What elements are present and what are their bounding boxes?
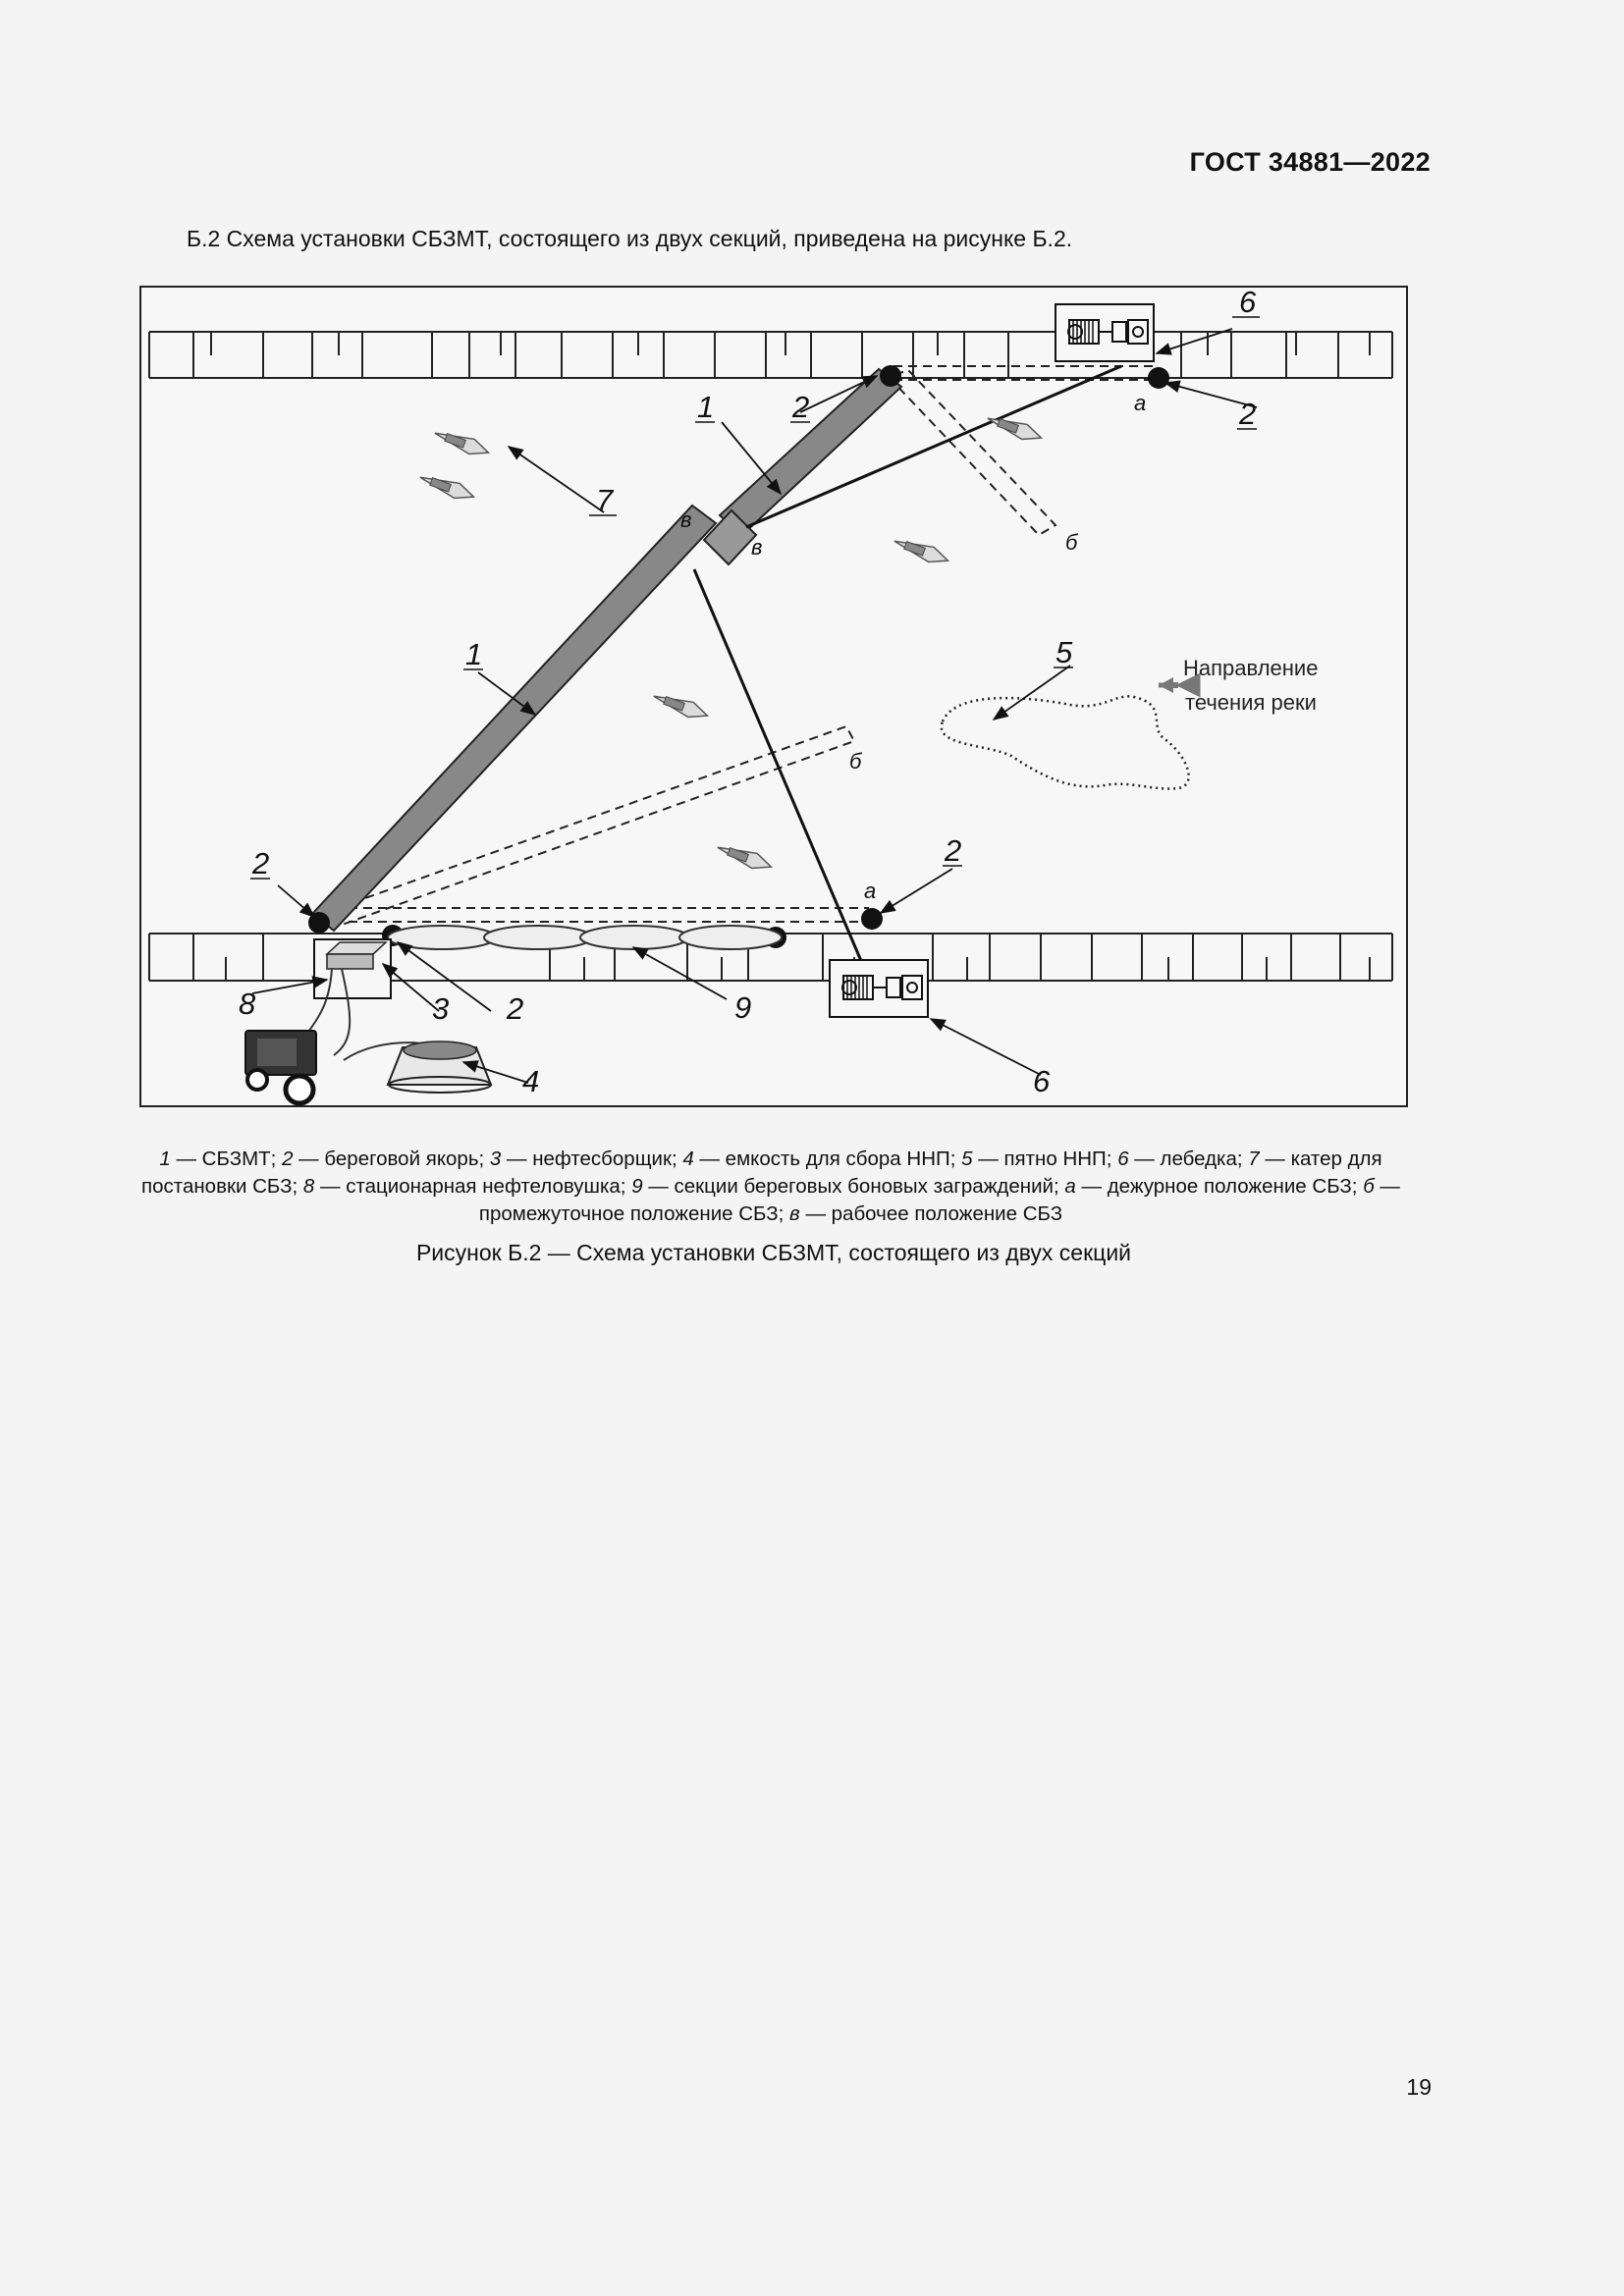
figure-legend: [108, 1146, 1434, 1228]
document-standard-number: ГОСТ 34881—2022: [1189, 147, 1431, 177]
label-7: 7: [596, 483, 614, 517]
flow-direction-label-line2: течения реки: [1185, 690, 1317, 715]
legend-text: — СБЗМТ;: [170, 1148, 283, 1170]
page-number: 19: [1406, 2074, 1432, 2100]
legend-key: 3: [489, 1148, 502, 1170]
legend-key: 8: [302, 1175, 315, 1198]
legend-text: — промежуточное положение СБЗ;: [478, 1175, 1400, 1225]
legend-key: 5: [961, 1148, 973, 1170]
legend-key: 9: [631, 1175, 643, 1198]
label-6-bottom: 6: [1033, 1064, 1051, 1098]
label-5: 5: [1056, 635, 1073, 669]
legend-key: 2: [282, 1148, 294, 1170]
legend-key: 6: [1117, 1148, 1129, 1170]
label-1-upper: 1: [697, 390, 715, 424]
label-v-left: в: [680, 507, 692, 532]
label-b-top: б: [1065, 530, 1078, 555]
label-v-right: в: [751, 535, 763, 560]
label-2-top-left: 2: [792, 390, 810, 424]
winch-top: [1056, 304, 1154, 361]
label-6-top: 6: [1239, 285, 1257, 319]
label-2-bottom-mid: 2: [507, 991, 524, 1026]
legend-text: — береговой якорь;: [293, 1148, 490, 1170]
label-b-bottom: б: [849, 749, 862, 774]
oil-container-icon: [388, 1041, 491, 1093]
label-3: 3: [432, 991, 450, 1026]
legend-text: — емкость для сбора ННП;: [693, 1148, 962, 1170]
flow-direction-label-line1: Направление: [1183, 656, 1319, 680]
legend-text: — стационарная нефтеловушка;: [314, 1175, 632, 1198]
label-4: 4: [522, 1064, 540, 1098]
figure-caption: Рисунок Б.2 — Схема установки СБЗМТ, состоящего из двух секций: [415, 1240, 1132, 1265]
legend-key: 7: [1248, 1148, 1260, 1170]
legend-text: — катер для постановки СБЗ;: [141, 1148, 1382, 1198]
legend-text: — рабочее положение СБЗ: [799, 1202, 1063, 1225]
legend-text: — лебедка;: [1128, 1148, 1249, 1170]
legend-text: — дежурное положение СБЗ;: [1075, 1175, 1364, 1198]
winch-bottom: [830, 960, 928, 1017]
label-2-bottom-right: 2: [945, 833, 962, 868]
label-2-top-right: 2: [1239, 397, 1257, 431]
label-2-bottom-left: 2: [252, 846, 270, 881]
intro-paragraph: Б.2 Схема установки СБЗМТ, состоящего из двух секций, приведена на рисунке Б.2.: [187, 226, 1073, 251]
legend-key: а: [1064, 1175, 1076, 1198]
legend-key: в: [789, 1202, 800, 1225]
legend-key: 4: [682, 1148, 694, 1170]
label-8: 8: [239, 987, 256, 1021]
label-a-bottom: а: [864, 879, 877, 903]
label-9: 9: [734, 990, 752, 1025]
legend-text: — пятно ННП;: [972, 1148, 1118, 1170]
label-a-top: а: [1134, 391, 1147, 415]
legend-text: — секции береговых боновых заграждений;: [642, 1175, 1065, 1198]
legend-text: — нефтесборщик;: [501, 1148, 683, 1170]
label-1-lower: 1: [465, 637, 483, 671]
legend-key: б: [1363, 1175, 1375, 1198]
legend-key: 1: [159, 1148, 171, 1170]
